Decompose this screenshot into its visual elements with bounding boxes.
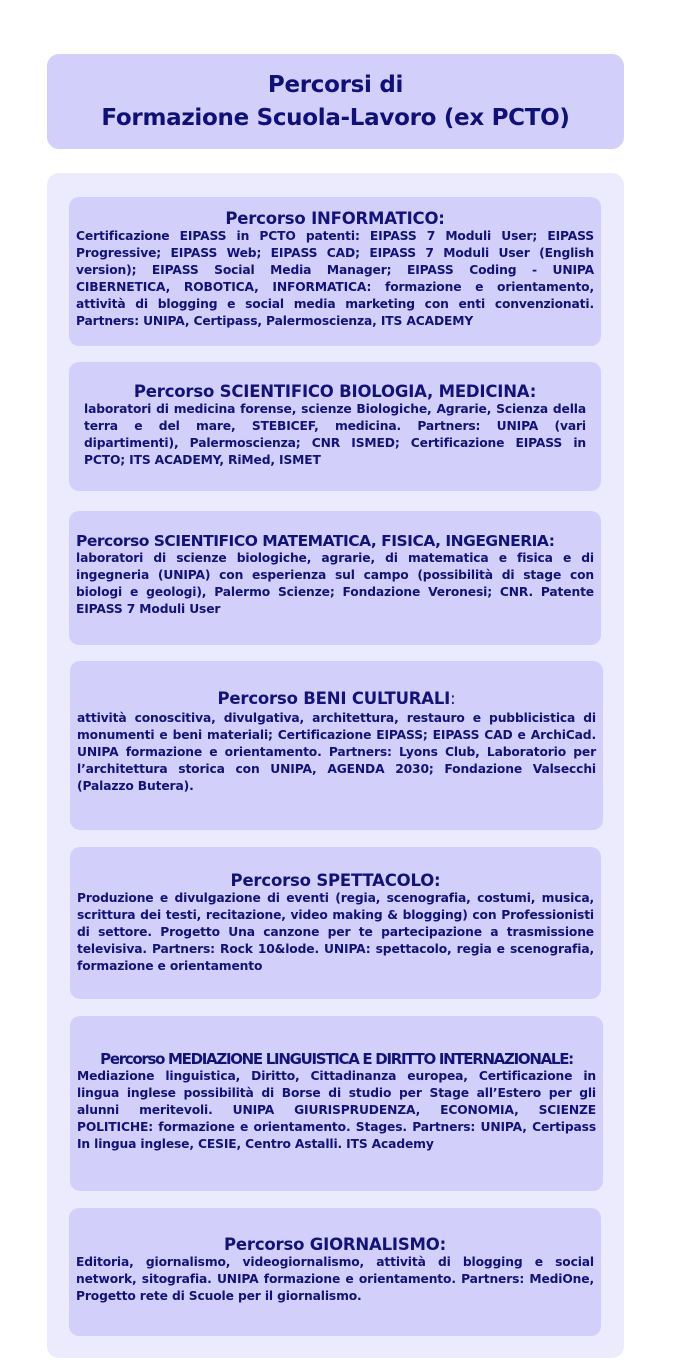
course-card-biologia [69,362,601,491]
course-title-text: Percorso BENI CULTURALI [217,689,451,708]
course-title: Percorso SCIENTIFICO MATEMATICA, FISICA, INGEGNERIA: [76,532,555,550]
course-title: Percorso SPETTACOLO: [230,871,441,890]
course-card-informatico [69,197,601,346]
course-description: laboratori di scienze biologiche, agrarie, di matematica e fisica e di ingegneria (UNIPA) con esperienza sul campo (possibilità di stage con biologi e geologi), Palermo Scienze; Fondazione Veronesi; CNR. Patente EIPASS 7 Moduli User [76,551,594,616]
course-card-spettacolo [70,847,601,999]
course-card-beni-culturali [70,661,603,830]
page-header [47,54,624,149]
course-title [77,689,596,708]
course-title: Percorso INFORMATICO: [225,209,445,228]
course-description: Certificazione EIPASS in PCTO patenti: EIPASS 7 Moduli User; EIPASS Progressive; EIPASS Web; EIPASS CAD; EIPASS 7 Moduli User (English version); EIPASS Social Media Manager; EIPASS Coding - UNIPA CIBERNETICA, ROBOTICA, INFORMATICA: formazione e orientamento, attività di blogging e social media marketing con enti convenzionati. Partners: UNIPA, Certipass, Palermoscienza, ITS ACADEMY [76,229,594,328]
course-description: Mediazione linguistica, Diritto, Cittadinanza europea, Certificazione in lingua inglese possibilità di Borse di studio per Stage all’Estero per gli alunni meritevoli. UNIPA GIURISPRUDENZA, ECONOMIA, SCIENZE POLITICHE: formazione e orientamento. Stages. Partners: UNIPA, Certipass In lingua inglese, CESIE, Centro Astalli. ITS Academy [77,1069,596,1151]
course-title: Percorso MEDIAZIONE LINGUISTICA E DIRITTO INTERNAZIONALE: [100,1050,573,1068]
course-card-mediazione [70,1016,603,1191]
course-description: Editoria, giornalismo, videogiornalismo, attività di blogging e social network, sitografia. UNIPA formazione e orientamento. Partners: MediOne, Progetto rete di Scuole per il giornalismo. [76,1255,594,1303]
course-card-giornalismo [69,1208,601,1336]
course-title-suffix: : [450,689,456,708]
course-description: Produzione e divulgazione di eventi (regia, scenografia, costumi, musica, scrittura dei testi, recitazione, video making & blogging) con Professionisti di settore. Progetto Una canzone per te partecipazione a trasmissione televisiva. Partners: Rock 10&lode. UNIPA: spettacolo, regia e scenografia, formazione e orientamento [77,891,594,973]
course-description: laboratori di medicina forense, scienze Biologiche, Agrarie, Scienza della terra e del mare, STEBICEF, medicina. Partners: UNIPA (vari dipartimenti), Palermoscienza; CNR ISMED; Certificazione EIPASS in PCTO; ITS ACADEMY, RiMed, ISMET [84,402,586,467]
page-title-line-1: Percorsi di [267,71,404,98]
course-title: Percorso SCIENTIFICO BIOLOGIA, MEDICINA: [133,382,537,401]
course-description: attività conoscitiva, divulgativa, architettura, restauro e pubblicistica di monumenti e beni materiali; Certificazione EIPASS; EIPASS CAD e ArchiCad. UNIPA formazione e orientamento. Partners: Lyons Club, Laboratorio per l’architettura storica con UNIPA, AGENDA 2030; Fondazione Valsecchi (Palazzo Butera). [77,711,596,793]
course-card-matematica [69,511,601,645]
page-title-line-2: Formazione Scuola-Lavoro (ex PCTO) [101,104,570,131]
course-title: Percorso GIORNALISMO: [224,1235,446,1254]
